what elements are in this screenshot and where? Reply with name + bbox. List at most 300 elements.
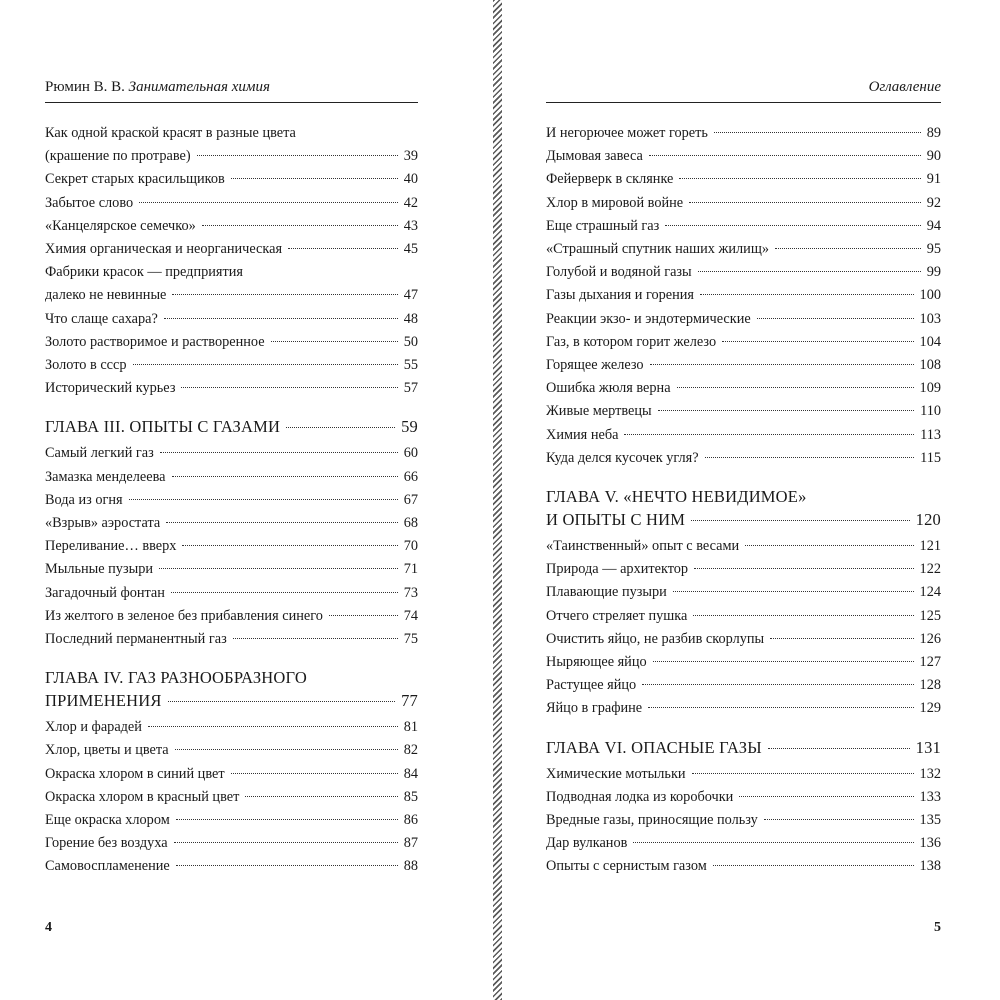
toc-entry-page: 109 bbox=[919, 380, 941, 397]
toc-entry-page: 128 bbox=[919, 677, 941, 694]
toc-entry-title: Окраска хлором в синий цвет bbox=[45, 765, 225, 782]
toc-entry-title-line: ГЛАВА IV. ГАЗ РАЗНООБРАЗНОГО bbox=[45, 668, 307, 688]
toc-entry-row bbox=[45, 145, 418, 168]
toc-entry-row bbox=[45, 716, 418, 739]
dot-leader bbox=[624, 434, 914, 435]
dot-leader bbox=[176, 865, 398, 866]
toc-entry-page: 129 bbox=[919, 700, 941, 717]
toc-entry-title: Горящее железо bbox=[546, 357, 644, 374]
toc-entry-page: 100 bbox=[919, 287, 941, 304]
toc-entry-row bbox=[546, 855, 941, 878]
toc-entry-page: 45 bbox=[403, 241, 418, 258]
toc-entry-title: Дымовая завеса bbox=[546, 148, 643, 165]
toc-entry-title: «Таинственный» опыт с весами bbox=[546, 538, 740, 555]
toc-entry-row bbox=[546, 809, 941, 832]
toc-entry-title: «Страшный спутник наших жилищ» bbox=[546, 241, 769, 258]
dot-leader bbox=[174, 842, 398, 843]
toc-entry-page: 120 bbox=[915, 510, 941, 530]
toc-entry-row bbox=[546, 377, 941, 400]
toc-entry-page: 40 bbox=[403, 171, 418, 188]
dot-leader bbox=[658, 410, 914, 411]
dot-leader bbox=[722, 341, 913, 342]
toc-entry-title: Химические мотыльки bbox=[546, 765, 686, 782]
dot-leader bbox=[768, 748, 910, 749]
toc-entry-page: 43 bbox=[403, 217, 418, 234]
toc-entry-row bbox=[546, 628, 941, 651]
toc-entry-page: 68 bbox=[403, 515, 418, 532]
toc-entry-row bbox=[45, 582, 418, 605]
toc-entry bbox=[546, 581, 941, 604]
toc-entry-page: 131 bbox=[915, 737, 941, 757]
toc-entry-row bbox=[546, 261, 941, 284]
dot-leader bbox=[694, 568, 913, 569]
toc-entry-title: Куда делся кусочек угля? bbox=[546, 449, 699, 466]
toc-entry-row bbox=[546, 168, 941, 191]
toc-entry-page: 121 bbox=[919, 538, 941, 555]
toc-entry-row bbox=[45, 832, 418, 855]
dot-leader bbox=[164, 318, 398, 319]
toc-entry-title: Дар вулканов bbox=[546, 835, 628, 852]
toc-entry bbox=[45, 331, 418, 354]
toc-entry-row bbox=[45, 284, 418, 307]
toc-entry-row bbox=[546, 581, 941, 604]
toc-entry-title: Ошибка жюля верна bbox=[546, 380, 671, 397]
toc-entry-title: Подводная лодка из коробочки bbox=[546, 788, 734, 805]
toc-entry-row bbox=[546, 535, 941, 558]
toc-entry-page: 104 bbox=[919, 333, 941, 350]
dot-leader bbox=[700, 294, 914, 295]
toc-entry-title: Окраска хлором в красный цвет bbox=[45, 788, 240, 805]
toc-entry-title: Очистить яйцо, не разбив скорлупы bbox=[546, 630, 765, 647]
toc-entry-title: Химия неба bbox=[546, 426, 619, 443]
toc-entry-page: 108 bbox=[919, 357, 941, 374]
dot-leader bbox=[649, 155, 921, 156]
dot-leader bbox=[653, 661, 914, 662]
toc-entry-title: Из желтого в зеленое без прибавления синего bbox=[45, 607, 323, 624]
toc-entry-title: Отчего стреляет пушка bbox=[546, 607, 688, 624]
toc-entry bbox=[45, 261, 418, 307]
dot-leader bbox=[182, 545, 397, 546]
dot-leader bbox=[642, 684, 913, 685]
toc-entry-title-line: ГЛАВА V. «НЕЧТО НЕВИДИМОЕ» bbox=[546, 487, 807, 507]
dot-leader bbox=[166, 522, 397, 523]
toc-entry-title: И негорючее может гореть bbox=[546, 125, 708, 141]
toc-entry-title: Опыты с сернистым газом bbox=[546, 858, 707, 875]
dot-leader bbox=[689, 202, 921, 203]
toc-entry-row bbox=[45, 192, 418, 215]
toc-entry-row bbox=[45, 786, 418, 809]
toc-entry bbox=[45, 786, 418, 809]
toc-entry-page: 91 bbox=[926, 171, 941, 188]
dot-leader bbox=[245, 796, 397, 797]
toc-entry bbox=[45, 489, 418, 512]
toc-entry-title: далеко не невинные bbox=[45, 287, 167, 304]
toc-entry-row bbox=[45, 442, 418, 465]
page-number-left: 4 bbox=[45, 920, 52, 935]
dot-leader bbox=[231, 773, 398, 774]
toc-entry-page: 48 bbox=[403, 310, 418, 327]
dot-leader bbox=[139, 202, 398, 203]
dot-leader bbox=[172, 294, 397, 295]
header-author: Рюмин В. В. bbox=[45, 79, 125, 95]
toc-entry-page: 39 bbox=[403, 148, 418, 165]
toc-entry bbox=[546, 238, 941, 261]
toc-entry-page: 110 bbox=[920, 403, 941, 420]
dot-leader bbox=[691, 520, 910, 521]
toc-entry-row bbox=[546, 284, 941, 307]
toc-entry bbox=[45, 605, 418, 628]
toc-entry-row bbox=[45, 763, 418, 786]
toc-entry-row bbox=[546, 447, 941, 470]
toc-entry-row bbox=[45, 415, 418, 438]
toc-entry-page: 70 bbox=[403, 538, 418, 555]
toc-entry-row bbox=[45, 535, 418, 558]
toc-entry-page: 84 bbox=[403, 765, 418, 782]
dot-leader bbox=[673, 591, 914, 592]
toc-entry-title: Хлор в мировой войне bbox=[546, 194, 684, 211]
dot-leader bbox=[176, 819, 398, 820]
header-rule-right bbox=[546, 102, 941, 103]
dot-leader bbox=[698, 271, 921, 272]
dot-leader bbox=[129, 499, 398, 500]
toc-entry bbox=[546, 261, 941, 284]
toc-entry-row bbox=[45, 739, 418, 762]
header-book-title: Занимательная химия bbox=[128, 79, 270, 95]
toc-entry-page: 59 bbox=[401, 417, 418, 437]
toc-entry bbox=[45, 809, 418, 832]
toc-entry bbox=[45, 354, 418, 377]
toc-entry-title: Голубой и водяной газы bbox=[546, 264, 692, 281]
toc-entry bbox=[546, 354, 941, 377]
toc-entry-title: Фейерверк в склянке bbox=[546, 171, 674, 188]
dot-leader bbox=[745, 545, 913, 546]
toc-entry bbox=[546, 786, 941, 809]
toc-entry-row bbox=[546, 331, 941, 354]
toc-entry bbox=[546, 674, 941, 697]
toc-entry-page: 113 bbox=[920, 426, 941, 443]
toc-entry-title: Реакции экзо- и эндотермические bbox=[546, 310, 751, 327]
toc-entry-row bbox=[45, 215, 418, 238]
toc-entry-page: 85 bbox=[403, 788, 418, 805]
toc-entry-page: 42 bbox=[403, 194, 418, 211]
toc-chapter-heading bbox=[546, 736, 941, 759]
dot-leader bbox=[633, 842, 913, 843]
toc-entry-title: Газы дыхания и горения bbox=[546, 287, 694, 304]
toc-entry bbox=[546, 168, 941, 191]
toc-entry bbox=[45, 466, 418, 489]
toc-entry-row bbox=[45, 628, 418, 651]
toc-entry bbox=[45, 535, 418, 558]
toc-entry-title: ГЛАВА VI. ОПАСНЫЕ ГАЗЫ bbox=[546, 737, 762, 757]
toc-entry-row bbox=[546, 605, 941, 628]
toc-entry-row bbox=[45, 558, 418, 581]
toc-entry-row bbox=[546, 763, 941, 786]
toc-entry-page: 47 bbox=[403, 287, 418, 304]
dot-leader bbox=[233, 638, 398, 639]
toc-entry-row bbox=[45, 466, 418, 489]
toc-entry-page: 103 bbox=[919, 310, 941, 327]
toc-entry-row bbox=[546, 736, 941, 759]
toc-entry-title: Яйцо в графине bbox=[546, 700, 643, 717]
toc-entry bbox=[45, 558, 418, 581]
dot-leader bbox=[288, 248, 398, 249]
toc-entry-row bbox=[546, 145, 941, 168]
toc-entry-title: Хлор и фарадей bbox=[45, 719, 142, 736]
toc-entry bbox=[546, 763, 941, 786]
toc-entry bbox=[45, 442, 418, 465]
dot-leader bbox=[168, 701, 396, 702]
toc-entry-title-line: Как одной краской красят в разные цвета bbox=[45, 125, 296, 141]
dot-leader bbox=[648, 707, 913, 708]
toc-entry bbox=[546, 535, 941, 558]
toc-list-right bbox=[546, 122, 941, 879]
dot-leader bbox=[148, 726, 398, 727]
toc-entry-page: 92 bbox=[926, 194, 941, 211]
dot-leader bbox=[650, 364, 914, 365]
toc-entry-page: 124 bbox=[919, 584, 941, 601]
toc-entry-title: (крашение по протраве) bbox=[45, 148, 191, 165]
toc-entry bbox=[45, 716, 418, 739]
toc-entry bbox=[546, 122, 941, 145]
toc-entry-row bbox=[45, 238, 418, 261]
dot-leader bbox=[677, 387, 914, 388]
toc-entry-title: ПРИМЕНЕНИЯ bbox=[45, 691, 162, 711]
toc-entry-page: 136 bbox=[919, 835, 941, 852]
toc-entry-title: Исторический курьез bbox=[45, 380, 176, 397]
toc-entry bbox=[546, 558, 941, 581]
toc-entry-title: «Канцелярское семечко» bbox=[45, 217, 196, 234]
dot-leader bbox=[693, 615, 913, 616]
toc-entry-page: 67 bbox=[403, 491, 418, 508]
toc-entry-title: Еще страшный газ bbox=[546, 217, 660, 234]
toc-entry-page: 86 bbox=[403, 812, 418, 829]
toc-entry-row bbox=[45, 168, 418, 191]
dot-leader bbox=[160, 452, 398, 453]
dot-leader bbox=[713, 865, 914, 866]
toc-entry-title: Плавающие пузыри bbox=[546, 584, 667, 601]
toc-entry-title: Самый легкий газ bbox=[45, 445, 154, 462]
toc-entry-row bbox=[45, 512, 418, 535]
toc-entry-page: 73 bbox=[403, 584, 418, 601]
toc-entry-page: 138 bbox=[919, 858, 941, 875]
toc-entry bbox=[45, 192, 418, 215]
toc-entry-row bbox=[546, 674, 941, 697]
toc-entry bbox=[546, 145, 941, 168]
toc-entry-page: 133 bbox=[919, 788, 941, 805]
toc-entry-title: Горение без воздуха bbox=[45, 835, 168, 852]
running-header-left bbox=[45, 79, 270, 96]
toc-entry-page: 135 bbox=[919, 812, 941, 829]
toc-entry-page: 127 bbox=[919, 654, 941, 671]
toc-entry-row bbox=[546, 400, 941, 423]
dot-leader bbox=[133, 364, 398, 365]
toc-entry-title: Природа — архитектор bbox=[546, 561, 689, 578]
toc-entry-title: Вода из огня bbox=[45, 491, 123, 508]
toc-entry bbox=[546, 855, 941, 878]
toc-entry-page: 77 bbox=[401, 691, 418, 711]
toc-entry-row bbox=[45, 689, 418, 712]
toc-entry-page: 57 bbox=[403, 380, 418, 397]
dot-leader bbox=[172, 476, 398, 477]
dot-leader bbox=[175, 749, 398, 750]
toc-entry-row bbox=[546, 832, 941, 855]
toc-entry bbox=[45, 739, 418, 762]
toc-entry-row bbox=[45, 605, 418, 628]
toc-entry bbox=[45, 628, 418, 651]
toc-entry-title: Химия органическая и неорганическая bbox=[45, 241, 283, 258]
toc-entry bbox=[45, 308, 418, 331]
dot-leader bbox=[757, 318, 914, 319]
dot-leader bbox=[286, 427, 395, 428]
dot-leader bbox=[181, 387, 397, 388]
toc-entry-title: Хлор, цветы и цвета bbox=[45, 742, 169, 759]
toc-entry-row bbox=[45, 331, 418, 354]
toc-entry-title: Еще окраска хлором bbox=[45, 812, 170, 829]
toc-entry-page: 81 bbox=[403, 719, 418, 736]
dot-leader bbox=[271, 341, 398, 342]
toc-entry bbox=[546, 308, 941, 331]
left-page bbox=[0, 0, 492, 1000]
toc-entry-title: Мыльные пузыри bbox=[45, 561, 154, 578]
toc-chapter-heading bbox=[45, 415, 418, 438]
toc-entry bbox=[546, 628, 941, 651]
toc-entry-row bbox=[546, 238, 941, 261]
toc-entry-title: ГЛАВА III. ОПЫТЫ С ГАЗАМИ bbox=[45, 417, 281, 437]
dot-leader bbox=[739, 796, 913, 797]
toc-entry-page: 126 bbox=[919, 630, 941, 647]
toc-entry-row bbox=[546, 192, 941, 215]
toc-entry bbox=[45, 855, 418, 878]
toc-entry-row bbox=[546, 122, 941, 145]
dot-leader bbox=[202, 225, 398, 226]
toc-entry bbox=[546, 331, 941, 354]
toc-entry-page: 90 bbox=[926, 148, 941, 165]
running-header-right: Оглавление bbox=[868, 79, 941, 95]
toc-entry-page: 55 bbox=[403, 357, 418, 374]
toc-entry-row bbox=[45, 855, 418, 878]
toc-entry-row bbox=[546, 651, 941, 674]
toc-entry-title: Забытое слово bbox=[45, 194, 134, 211]
toc-entry-title: Ныряющее яйцо bbox=[546, 654, 647, 671]
page-number-right: 5 bbox=[934, 920, 941, 935]
book-spine bbox=[493, 0, 502, 1000]
toc-entry bbox=[546, 447, 941, 470]
toc-entry-row bbox=[546, 558, 941, 581]
toc-entry bbox=[546, 192, 941, 215]
toc-entry bbox=[45, 215, 418, 238]
toc-entry-title: Замазка менделеева bbox=[45, 468, 166, 485]
toc-entry-page: 74 bbox=[403, 607, 418, 624]
toc-entry-page: 50 bbox=[403, 333, 418, 350]
toc-entry bbox=[546, 215, 941, 238]
dot-leader bbox=[705, 457, 915, 458]
dot-leader bbox=[764, 819, 914, 820]
toc-entry bbox=[45, 582, 418, 605]
header-rule-left bbox=[45, 102, 418, 103]
toc-chapter-heading bbox=[546, 485, 941, 531]
toc-entry bbox=[546, 400, 941, 423]
toc-entry-page: 71 bbox=[403, 561, 418, 578]
toc-entry-row bbox=[45, 377, 418, 400]
toc-entry-row bbox=[45, 489, 418, 512]
toc-entry bbox=[546, 697, 941, 720]
toc-entry bbox=[45, 377, 418, 400]
toc-entry-title: И ОПЫТЫ С НИМ bbox=[546, 510, 686, 530]
toc-entry-page: 122 bbox=[919, 561, 941, 578]
dot-leader bbox=[770, 638, 913, 639]
toc-entry-page: 82 bbox=[403, 742, 418, 759]
toc-entry bbox=[546, 424, 941, 447]
toc-entry-row bbox=[546, 354, 941, 377]
toc-entry-row bbox=[546, 786, 941, 809]
toc-entry-page: 89 bbox=[926, 125, 941, 141]
dot-leader bbox=[665, 225, 920, 226]
toc-entry-row bbox=[45, 354, 418, 377]
toc-entry-title: Секрет старых красильщиков bbox=[45, 171, 225, 188]
toc-entry bbox=[546, 377, 941, 400]
toc-entry-title: Что слаще сахара? bbox=[45, 310, 158, 327]
toc-entry-title: Живые мертвецы bbox=[546, 403, 652, 420]
dot-leader bbox=[171, 592, 398, 593]
toc-entry-row bbox=[546, 215, 941, 238]
dot-leader bbox=[775, 248, 921, 249]
toc-entry-row bbox=[546, 424, 941, 447]
toc-entry-title: Переливание… вверх bbox=[45, 538, 177, 555]
toc-entry bbox=[45, 122, 418, 168]
toc-entry-page: 75 bbox=[403, 631, 418, 648]
toc-entry bbox=[45, 168, 418, 191]
toc-entry-title: Последний перманентный газ bbox=[45, 631, 227, 648]
toc-entry bbox=[546, 605, 941, 628]
toc-entry-page: 95 bbox=[926, 241, 941, 258]
dot-leader bbox=[197, 155, 398, 156]
toc-entry-row bbox=[546, 308, 941, 331]
toc-entry-title: Загадочный фонтан bbox=[45, 584, 165, 601]
toc-entry-page: 60 bbox=[403, 445, 418, 462]
toc-entry-page: 99 bbox=[926, 264, 941, 281]
toc-entry bbox=[546, 809, 941, 832]
toc-entry-row bbox=[45, 809, 418, 832]
toc-entry-page: 125 bbox=[919, 607, 941, 624]
dot-leader bbox=[679, 178, 920, 179]
toc-entry-title: Газ, в котором горит железо bbox=[546, 333, 717, 350]
dot-leader bbox=[692, 773, 914, 774]
toc-entry-title: Вредные газы, приносящие пользу bbox=[546, 812, 758, 829]
toc-entry-row bbox=[546, 697, 941, 720]
toc-entry-page: 94 bbox=[926, 217, 941, 234]
toc-chapter-heading bbox=[45, 666, 418, 712]
toc-entry-row bbox=[45, 308, 418, 331]
toc-entry-page: 132 bbox=[919, 765, 941, 782]
toc-list-left bbox=[45, 122, 418, 879]
dot-leader bbox=[329, 615, 398, 616]
toc-entry-title-line: Фабрики красок — предприятия bbox=[45, 264, 243, 281]
toc-entry-page: 88 bbox=[403, 858, 418, 875]
toc-entry-row bbox=[546, 508, 941, 531]
dot-leader bbox=[159, 568, 398, 569]
toc-entry-title: Самовоспламенение bbox=[45, 858, 170, 875]
toc-entry-page: 115 bbox=[920, 449, 941, 466]
toc-entry bbox=[546, 651, 941, 674]
toc-entry bbox=[546, 832, 941, 855]
toc-entry-page: 87 bbox=[403, 835, 418, 852]
toc-entry-title: Растущее яйцо bbox=[546, 677, 637, 694]
toc-entry-title: Золото в ссср bbox=[45, 357, 127, 374]
dot-leader bbox=[714, 132, 921, 133]
toc-entry bbox=[546, 284, 941, 307]
dot-leader bbox=[231, 178, 398, 179]
toc-entry-title: «Взрыв» аэростата bbox=[45, 515, 161, 532]
